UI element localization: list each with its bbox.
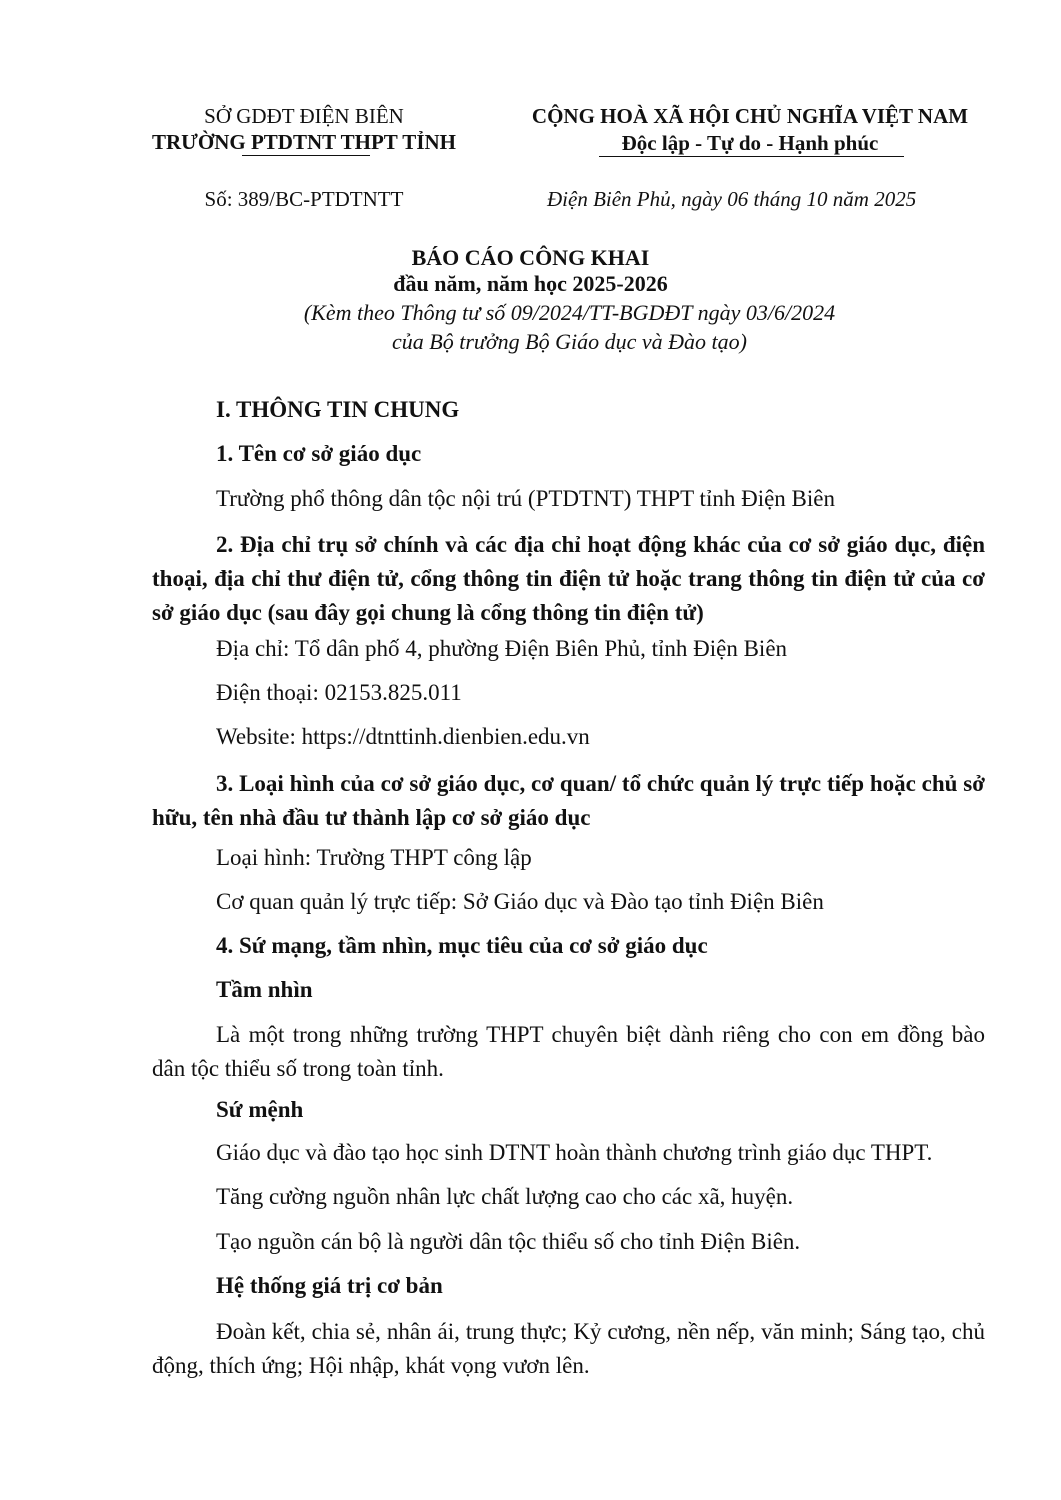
address-line: Địa chỉ: Tổ dân phố 4, phường Điện Biên Phủ, tỉnh Điện Biên <box>216 636 788 661</box>
agency-name: SỞ GDĐT ĐIỆN BIÊN <box>204 104 404 128</box>
item2-heading: 2. Địa chỉ trụ sở chính và các địa chỉ hoạt động khác của cơ sở giáo dục, điện thoại, địa chỉ thư điện tử, cổng thông tin điện tử hoặc trang thông tin điện tử của cơ sở giáo dục (sau đây gọi chung là cổng thông tin điện tử) <box>152 532 985 625</box>
mission-item-3: Tạo nguồn cán bộ là người dân tộc thiểu số cho tỉnh Điện Biên. <box>216 1229 801 1254</box>
report-title: BÁO CÁO CÔNG KHAI <box>411 245 650 270</box>
report-reference-line1: (Kèm theo Thông tư số 09/2024/TT-BGDĐT ngày 03/6/2024 <box>303 300 836 325</box>
national-motto: Độc lập - Tự do - Hạnh phúc <box>621 131 879 155</box>
vision-heading: Tầm nhìn <box>216 977 313 1002</box>
school-underline <box>242 155 370 156</box>
item1-text: Trường phổ thông dân tộc nội trú (PTDTNT) THPT tỉnh Điện Biên <box>216 486 835 511</box>
type-line: Loại hình: Trường THPT công lập <box>216 845 532 870</box>
values-text: Đoàn kết, chia sẻ, nhân ái, trung thực; Kỷ cương, nền nếp, văn minh; Sáng tạo, chủ động, thích ứng; Hội nhập, khát vọng vươn lên. <box>152 1319 985 1378</box>
report-reference-line2: của Bộ trưởng Bộ Giáo dục và Đào tạo) <box>392 329 747 354</box>
section-heading: I. THÔNG TIN CHUNG <box>216 397 460 422</box>
phone-line: Điện thoại: 02153.825.011 <box>216 680 462 705</box>
managing-agency-line: Cơ quan quản lý trực tiếp: Sở Giáo dục và Đào tạo tỉnh Điện Biên <box>216 889 824 914</box>
website-line: Website: https://dtnttinh.dienbien.edu.vn <box>216 724 590 749</box>
motto-underline <box>599 156 904 157</box>
school-name: TRƯỜNG PTDTNT THPT TỈNH <box>152 130 456 154</box>
mission-item-2: Tăng cường nguồn nhân lực chất lượng cao cho các xã, huyện. <box>216 1184 794 1209</box>
place-date: Điện Biên Phủ, ngày 06 tháng 10 năm 2025 <box>547 187 917 211</box>
values-heading: Hệ thống giá trị cơ bản <box>216 1273 443 1298</box>
document-number: Số: 389/BC-PTDTNTT <box>204 187 404 211</box>
report-subtitle: đầu năm, năm học 2025-2026 <box>393 271 668 296</box>
mission-heading: Sứ mệnh <box>216 1097 304 1122</box>
item1-heading: 1. Tên cơ sở giáo dục <box>216 441 422 466</box>
item3-heading: 3. Loại hình của cơ sở giáo dục, cơ quan/ tổ chức quản lý trực tiếp hoặc chủ sở hữu, tên nhà đầu tư thành lập cơ sở giáo dục <box>152 771 985 830</box>
nation-name: CỘNG HOÀ XÃ HỘI CHỦ NGHĨA VIỆT NAM <box>531 104 969 128</box>
mission-item-1: Giáo dục và đào tạo học sinh DTNT hoàn thành chương trình giáo dục THPT. <box>216 1140 933 1165</box>
vision-text: Là một trong những trường THPT chuyên biệt dành riêng cho con em đồng bào dân tộc thiểu số trong toàn tỉnh. <box>152 1022 985 1081</box>
item4-heading: 4. Sứ mạng, tầm nhìn, mục tiêu của cơ sở giáo dục <box>216 933 708 958</box>
